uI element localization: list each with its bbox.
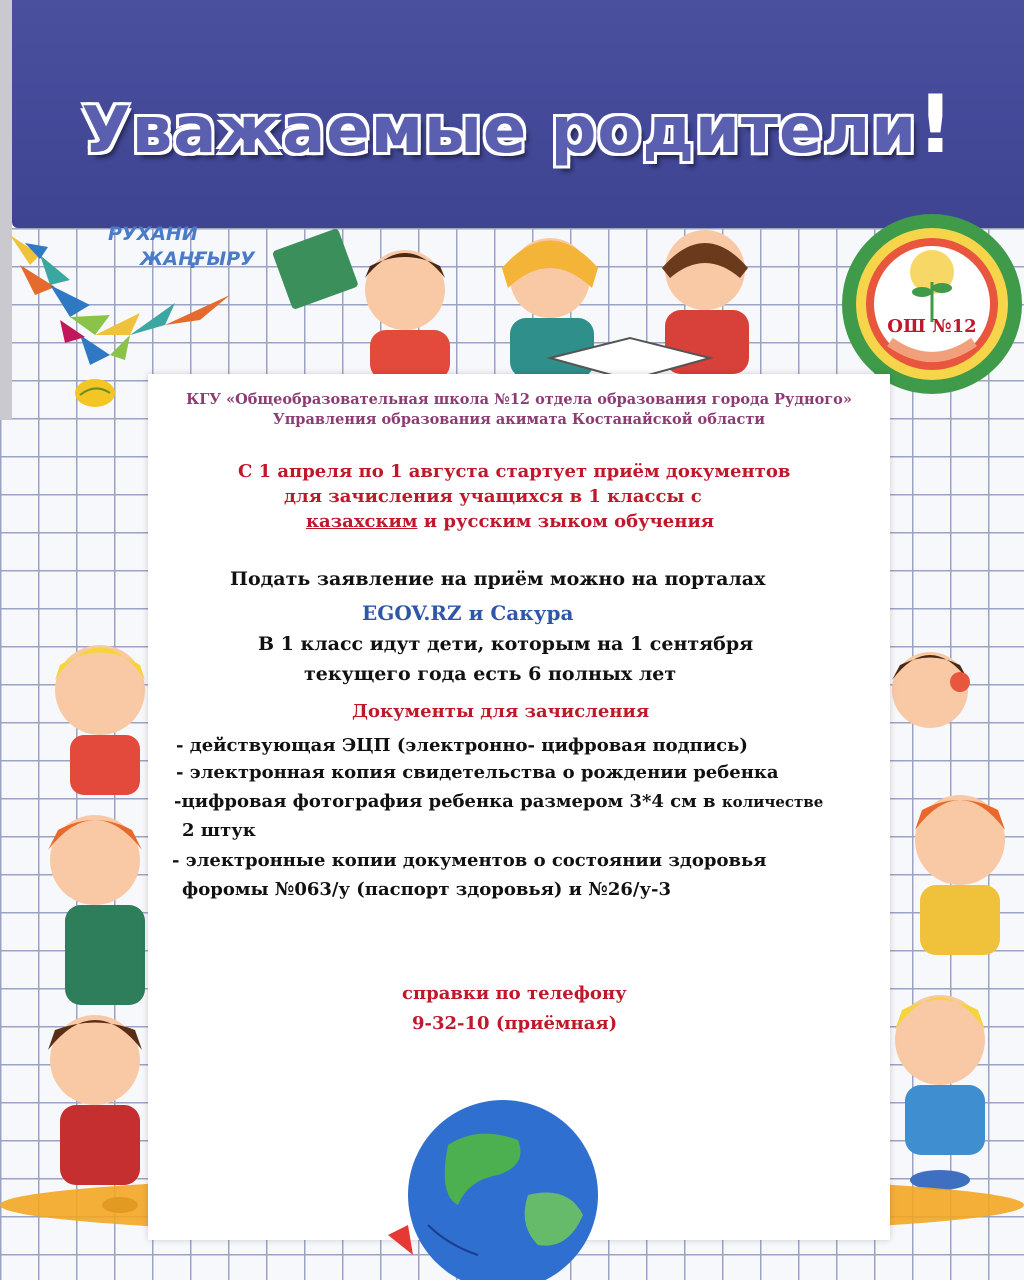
- portals-text: EGOV.RZ и Сакура: [362, 601, 574, 625]
- org-line-1: КГУ «Общеобразовательная школа №12 отдела образования города Рудного»: [186, 391, 852, 408]
- intro-line-3: [306, 511, 714, 532]
- doc-item-3-quantity: количестве: [721, 793, 824, 811]
- intro-line-2: для зачисления учащихся в 1 классы с: [284, 486, 702, 507]
- rukhani-logo-text: [108, 222, 255, 272]
- doc-item-1: - действующая ЭЦП (электронно- цифровая подпись): [176, 735, 748, 756]
- doc-item-3: [174, 791, 823, 812]
- header-banner: [12, 0, 1024, 228]
- rukhani-line1: РУХАНИ: [108, 223, 198, 245]
- doc-item-2: - электронная копия свидетельства о рождении ребенка: [176, 762, 779, 783]
- exclamation-mark: !: [917, 78, 955, 171]
- seal-label: ОШ №12: [887, 316, 977, 337]
- contact-line-1: справки по телефону: [402, 983, 627, 1004]
- left-kids-illustration: [0, 620, 160, 1220]
- docs-heading: Документы для зачисления: [352, 701, 650, 722]
- age-line-2: текущего года есть 6 полных лет: [304, 663, 677, 685]
- intro-line-3-rest: и русским зыком обучения: [417, 511, 715, 532]
- right-kids-illustration: [880, 620, 1024, 1220]
- doc-item-3-count: 2 штук: [182, 820, 256, 841]
- rukhani-line2: ЖАҢҒЫРУ: [140, 248, 255, 270]
- portal-line: Подать заявление на приём можно на порталах: [230, 568, 766, 590]
- top-kids-illustration: [270, 208, 790, 388]
- doc-item-4-forms: форомы №063/у (паспорт здоровья) и №26/у-3: [182, 879, 671, 900]
- doc-item-4: - электронные копии документов о состоянии здоровья: [172, 850, 767, 871]
- age-line-1: В 1 класс идут дети, которым на 1 сентября: [258, 633, 754, 655]
- globe-illustration: [368, 1085, 618, 1280]
- kazakh-underlined: казахским: [306, 511, 418, 532]
- contact-phone: 9-32-10 (приёмная): [412, 1013, 618, 1034]
- page-title: Уважаемые родители!: [81, 78, 955, 171]
- intro-line-1: С 1 апреля по 1 августа стартует приём документов: [238, 461, 791, 482]
- doc-item-3-main: -цифровая фотография ребенка размером 3*4 см в: [174, 791, 716, 812]
- org-line-2: Управления образования акимата Костанайской области: [272, 411, 766, 428]
